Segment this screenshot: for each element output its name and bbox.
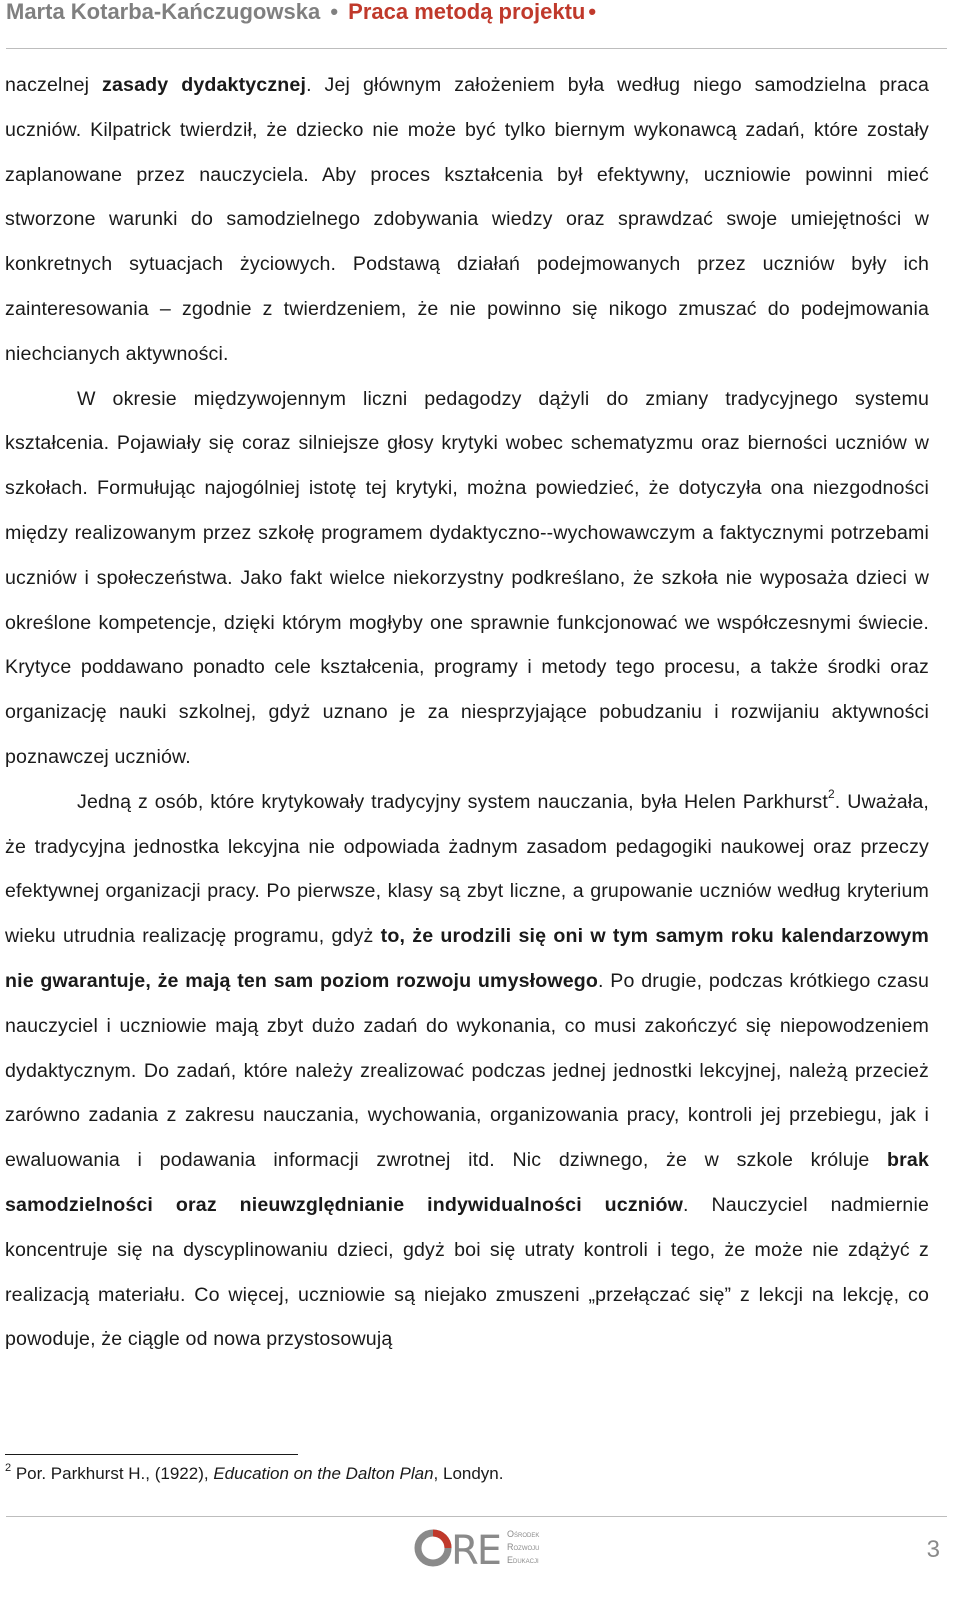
body-paragraph [5, 63, 929, 377]
text-run: naczelnej [5, 74, 103, 96]
footnote-divider [5, 1454, 298, 1455]
body-paragraph [5, 780, 929, 1362]
text-run: . Nauczyciel nadmiernie koncentruje się na dyscyplinowaniu dzieci, gdyż boi się utraty kontroli i tego, że może nie zdążyć z realizacją materiału. Co więcej, uczniowie są niejako zmuszeni „przełączać się” z lekcji na lekcję, co powoduje, że ciągle od nowa przystosowują [5, 1193, 930, 1351]
footnote-reference: 2 [827, 786, 835, 801]
body-paragraph [5, 377, 929, 780]
ore-logo-text [507, 1528, 567, 1567]
text-run: . Po drugie, podczas krótkiego czasu nauczyciel i uczniowie mają zbyt dużo zadań do wykonania, co musi zakończyć się niepowodzeniem dydaktycznym. Do zadań, które należy zrealizować podczas jednej jednostki lekcyjnej, należą przecież zarówno zadania z zakresu nauczania, wychowania, organizowania pracy, kontroli jej przebiegu, jak i ewaluowania i podawania informacji zwrotnej itd. Nic dziwnego, że w szkole króluje [5, 969, 929, 1172]
page-header [6, 0, 946, 25]
header-author: Marta Kotarba-Kańczugowska [6, 0, 321, 24]
footnote [5, 1463, 905, 1485]
ore-logo [413, 1526, 563, 1570]
footer-divider [6, 1516, 947, 1517]
text-run: . Jej głównym założeniem była według niego samodzielna praca uczniów. Kilpatrick twierdził, że dziecko nie może być tylko biernym wykonawcą zadań, które zostały zaplanowane przez nauczyciela. Aby proces kształcenia był efektywny, uczniowie powinni mieć stworzone warunki do samodzielnego zdobywania wiedzy oraz sprawdzać swoje umiejętności w konkretnych sytuacjach życiowych. Podstawą działań podejmowanych przez uczniów były ich zainteresowania – zgodnie z twierdzeniem, że nie powinno się nikogo zmuszać do podejmowania niechcianych aktywności. [5, 74, 929, 365]
bold-text: zasady dydaktycznej [102, 74, 307, 96]
footnote-text: , Londyn. [433, 1464, 504, 1483]
footnote-number: 2 [5, 1462, 12, 1474]
footnote-title: Education on the Dalton Plan [213, 1464, 434, 1483]
text-run: W okresie międzywojennym liczni pedagodzy dążyli do zmiany tradycyjnego systemu kształcenia. Pojawiały się coraz silniejsze głosy krytyki wobec schematyzmu oraz bierności uczniów w szkołach. Formułując najogólniej istotę tej krytyki, można powiedzieć, że dotyczyła ona niezgodności między realizowanym przez szkołę programem dydaktyczno--wychowawczym a faktycznymi potrzebami uczniów i społeczeństwa. Jako fakt wielce niekorzystny podkreślano, że szkoła nie wyposaża dzieci w określone kompetencje, dzięki którym mogłyby one sprawnie funkcjonować we współczesnymi świecie. Krytyce poddawano ponadto cele kształcenia, programy i metody tego procesu, a także środki oraz organizację nauki szkolnej, gdyż uznano je za niesprzyjające pobudzaniu i rozwijaniu aktywności poznawczej uczniów. [5, 387, 929, 768]
bold-text: to, że urodzili się oni w tym samym roku kalendarzowym nie gwarantuje, że mają ten sam poziom rozwoju umysłowego [5, 925, 929, 992]
text-run: Jedną z osób, które krytykowały tradycyjny system nauczania, była Helen Parkhurst [77, 790, 828, 813]
text-run: . Uważała, że tradycyjna jednostka lekcyjna nie odpowiada żadnym zasadom pedagogiki naukowej oraz przeczy efektywnej organizacji pracy. Po pierwsze, klasy są zbyt liczne, a grupowanie uczniów według kryterium wieku utrudnia realizację programu, gdyż [5, 790, 929, 948]
header-divider [6, 48, 947, 49]
svg-text:RE: RE [451, 1528, 501, 1570]
page-number: 3 [926, 1536, 940, 1563]
document-body [5, 63, 929, 1362]
footnote-text: Por. Parkhurst H., (1922), [11, 1464, 214, 1483]
logo-line: Rozwoju [507, 1542, 540, 1552]
header-title: Praca metodą projektu [348, 0, 586, 24]
header-separator: • [330, 0, 339, 24]
logo-line: Edukacji [507, 1555, 539, 1565]
logo-line: Ośrodek [507, 1529, 540, 1539]
ore-logo-mark-icon [413, 1526, 505, 1570]
header-title-bullet: • [588, 0, 597, 24]
bold-text: brak samodzielności oraz nieuwzględnianie indywidualności uczniów [5, 1149, 929, 1216]
